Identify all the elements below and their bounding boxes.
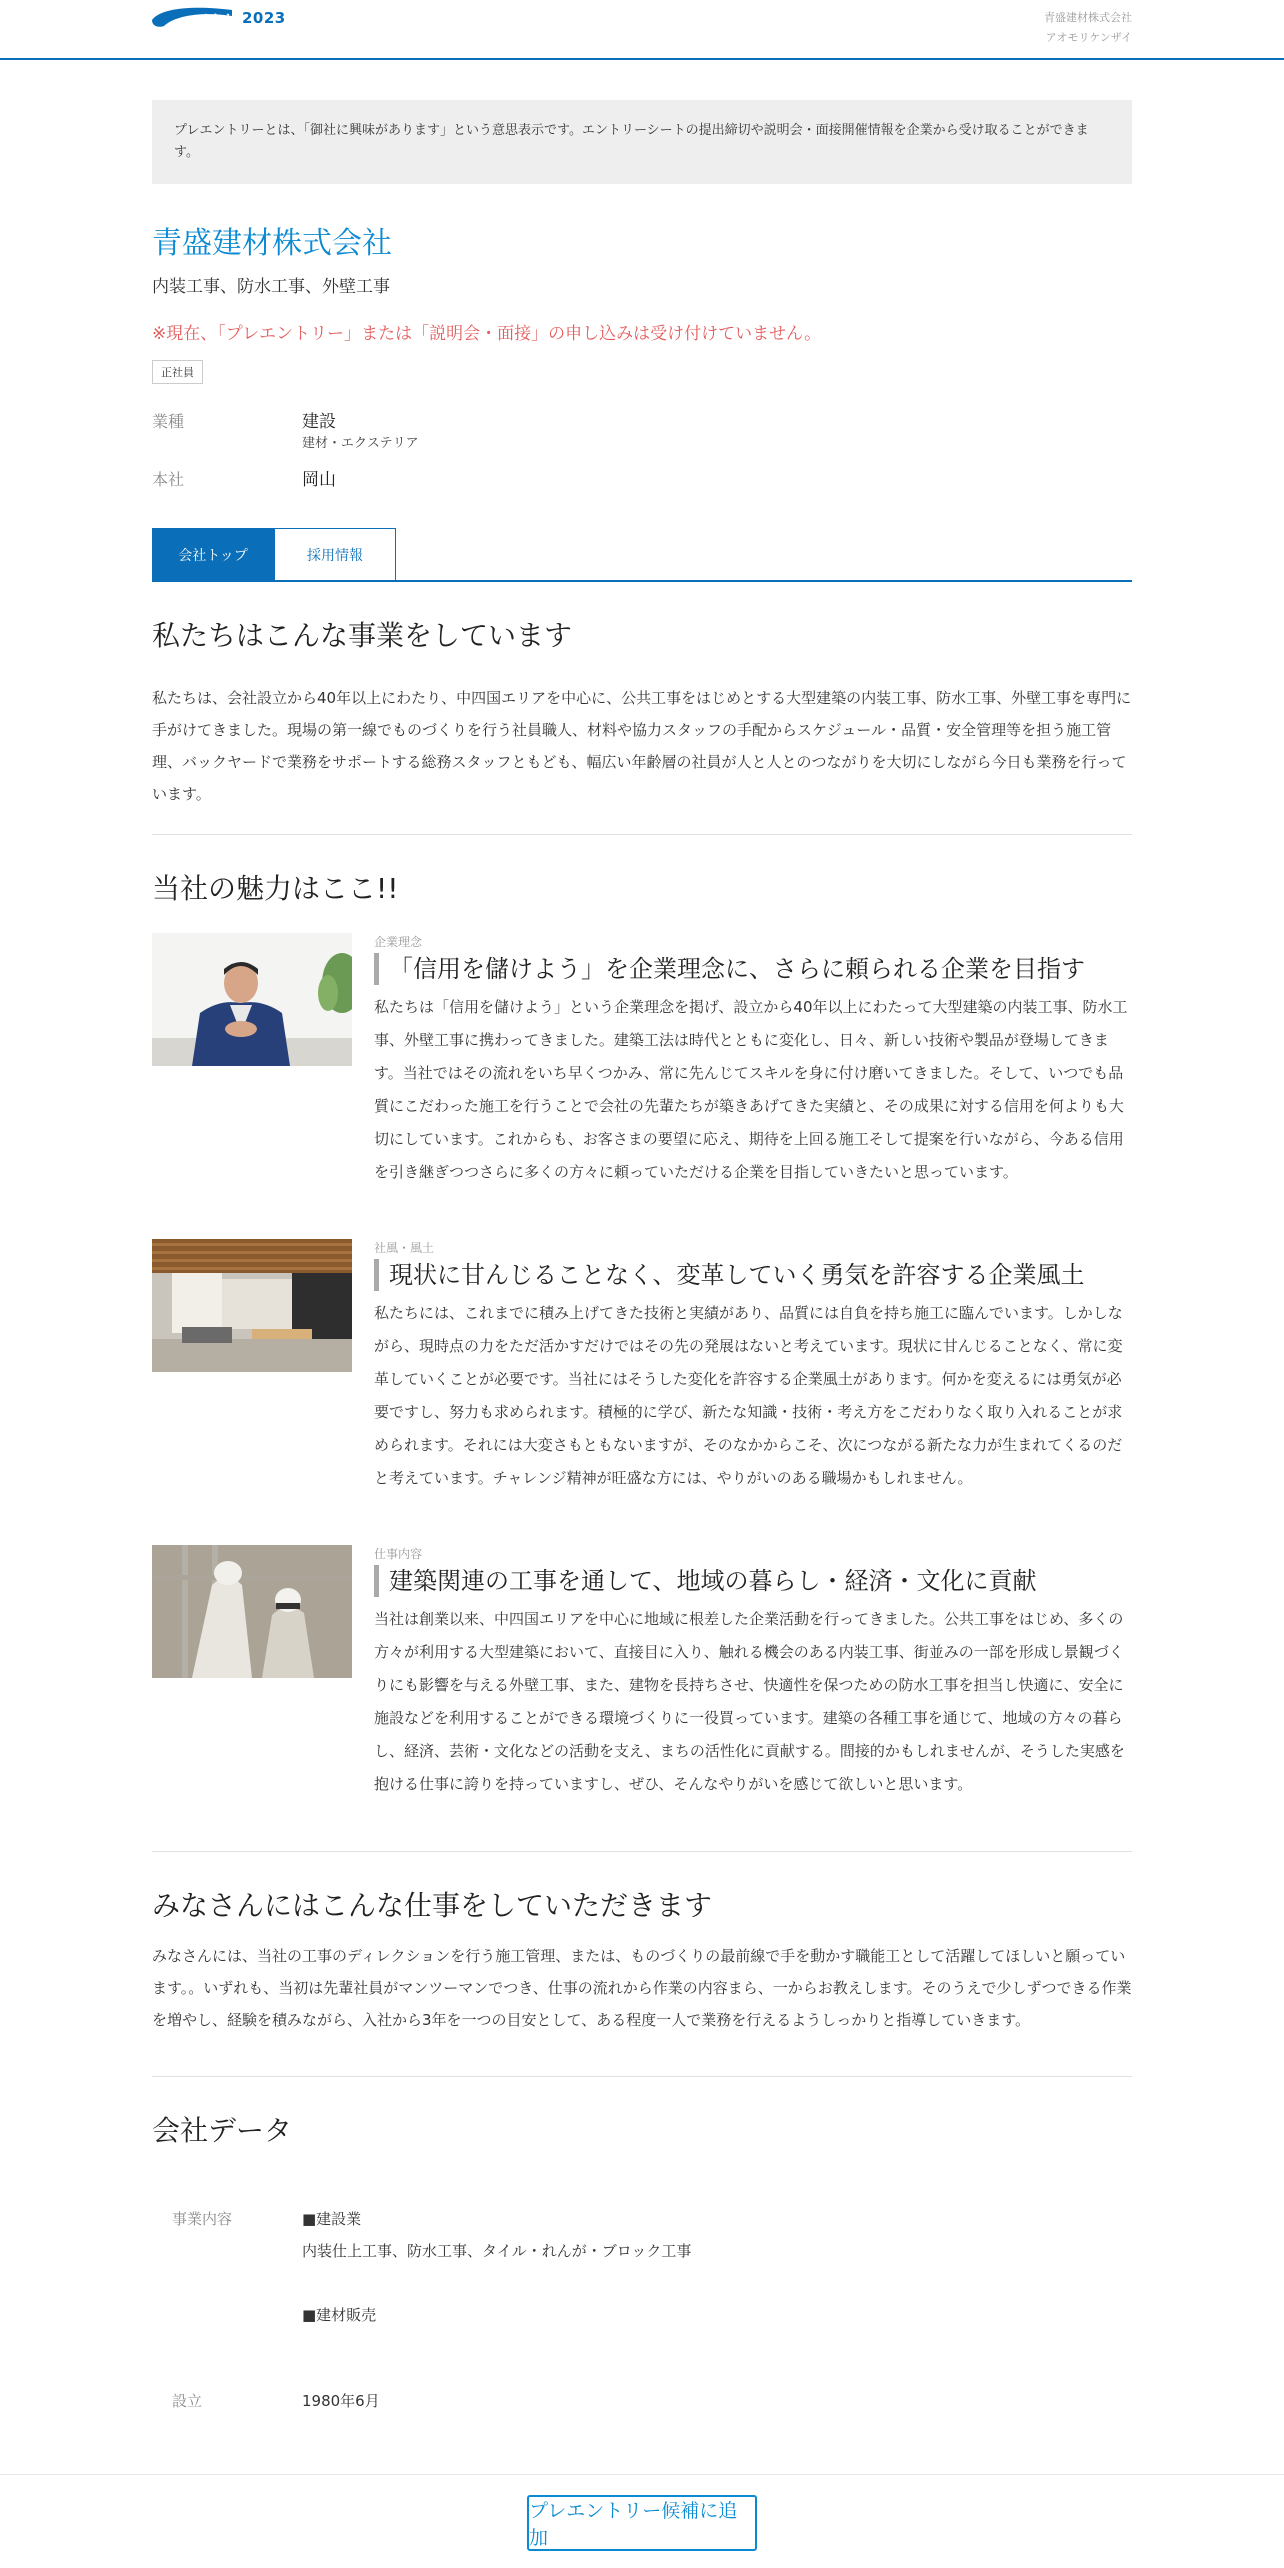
business-text: 私たちは、会社設立から40年以上にわたり、中四国エリアを中心に、公共工事をはじめとする大型建築の内装工事、防水工事、外壁工事を専門に手がけてきました。現場の第一線でものづくりを行う社員職人、材料や協力スタッフの手配からスケジュール・品質・安全管理等を担う施工管理、バックヤードで業務をサポートする総務スタッフともども、幅広い年齢層の社員が人と人とのつながりを大切にしながら今日も業務を行っています。	[152, 689, 1132, 803]
business-line-1: ■建設業	[302, 2210, 362, 2228]
industry-sub: 建材・エクステリア	[302, 436, 419, 451]
divider	[152, 834, 1132, 835]
appeal-photo-construction	[152, 1545, 352, 1678]
tab-recruit-info[interactable]: 採用情報	[274, 528, 396, 580]
site-header	[0, 0, 1284, 60]
divider	[152, 2076, 1132, 2077]
svg-text:リクナビ: リクナビ	[196, 12, 244, 26]
work-text: みなさんには、当社の工事のディレクションを行う施工管理、または、ものづくりの最前線で手を動かす職能工として活躍してほしいと願っています。。いずれも、当初は先輩社員がマンツーマンでつき、仕事の流れから作業の内容まら、一からお教えします。そのうえで少しずつできる作業を増やし、経験を積みながら、入社から3年を一つの目安として、ある程度一人で業務を行えるようしっかりと指導していきます。	[152, 1947, 1132, 2029]
rikunabi-logo[interactable]	[152, 6, 286, 30]
logo-year: 2023	[242, 9, 286, 27]
appeal-category: 企業理念	[374, 935, 423, 949]
business-line-2: 内装仕上工事、防水工事、タイル・れんが・ブロック工事	[302, 2242, 692, 2260]
appeal-title: 「信用を儲けよう」を企業理念に、さらに頼られる企業を目指す	[374, 953, 1132, 985]
appeal-photo-president	[152, 933, 352, 1066]
appeal-category: 仕事内容	[374, 1547, 423, 1561]
business-heading: 私たちはこんな事業をしています	[152, 619, 573, 652]
work-heading: みなさんにはこんな仕事をしていただきます	[152, 1889, 713, 1922]
appeal-text: 私たちは「信用を儲けよう」という企業理念を掲げ、設立から40年以上にわたって大型建築の内装工事、防水工事、外壁工事に携わってきました。建築工法は時代とともに変化し、日々、新しい技術や製品が登場してきます。当社ではその流れをいち早くつかみ、常に先んじてスキルを身に付け磨いてきました。そして、いつでも品質にこだわった施工を行うことで会社の先輩たちが築きあげてきた実績と、その成果に対する信用を何よりも大切にしています。これからも、お客さまの要望に応え、期待を上回る施工そして提案を行いながら、今ある信用を引き継ぎつつさらに多くの方々に頼っていただける企業を目指していきたいと思っています。	[374, 998, 1128, 1181]
appeal-text: 当社は創業以来、中四国エリアを中心に地域に根差した企業活動を行ってきました。公共工事をはじめ、多くの方々が利用する大型建築において、直接目に入り、触れる機会のある内装工事、街並みの一部を形成し景観づくりにも影響を与える外壁工事、また、建物を長持ちさせ、快適性を保つための防水工事を担当し快適に、安全に施設などを利用することができる環境づくりに一役買っています。建築の各種工事を通じて、地域の方々の暮らし、経済、芸術・文化などの活動を支え、まちの活性化に貢献する。間接的かもしれませんが、そうした実感を抱ける仕事に誇りを持っていますし、ぜひ、そんなやりがいを感じて欲しいと思います。	[374, 1610, 1125, 1793]
appeal-category: 社風・風土	[374, 1241, 435, 1255]
info-row-hq	[152, 468, 1132, 492]
industry-label: 業種	[152, 412, 185, 431]
data-row-business	[152, 2203, 1132, 2331]
founded-label: 設立	[172, 2392, 203, 2410]
header-company-kana: アオモリケンザイ	[1045, 31, 1132, 44]
tab-company-top[interactable]: 会社トップ	[152, 528, 274, 580]
appeal-item	[152, 1239, 1132, 1495]
appeal-title: 現状に甘んじることなく、変革していく勇気を許容する企業風土	[374, 1259, 1132, 1291]
appeal-title: 建築関連の工事を通して、地域の暮らし・経済・文化に貢献	[374, 1565, 1132, 1597]
founded-value: 1980年6月	[302, 2392, 380, 2410]
business-line-3: ■建材販売	[302, 2306, 377, 2324]
appeal-text: 私たちには、これまでに積み上げてきた技術と実績があり、品質には自負を持ち施工に臨んでいます。しかしながら、現時点の力をただ活かすだけではその先の発展はないと考えています。現状に甘んじることなく、常に変革していくことが必要です。当社にはそうした変化を許容する企業風土があります。何かを変えるには勇気が必要ですし、努力も求められます。積極的に学び、新たな知識・技術・考え方をこだわりなく取り入れることが求められます。それには大変さもともないますが、そのなかからこそ、次につながる新たな力が生まれてくるのだと考えています。チャレンジ精神が旺盛な方には、やりがいのある職場かもしれません。	[374, 1304, 1123, 1487]
employment-type-badge: 正社員	[152, 360, 203, 384]
business-label: 事業内容	[172, 2210, 233, 2228]
company-info	[152, 410, 1132, 492]
industry-value: 建設	[302, 412, 336, 432]
company-data-heading: 会社データ	[152, 2114, 293, 2147]
entry-closed-notice: ※現在、「プレエントリー」または「説明会・面接」の申し込みは受け付けていません。	[152, 324, 822, 344]
info-row-industry	[152, 410, 1132, 454]
main-content	[152, 100, 1132, 2417]
divider	[152, 1851, 1132, 1852]
hq-label: 本社	[152, 470, 185, 489]
company-name: 青盛建材株式会社	[152, 226, 392, 261]
data-row-founded	[152, 2385, 1132, 2417]
company-tags: 内装工事、防水工事、外壁工事	[152, 277, 390, 297]
company-tabs	[152, 528, 1132, 582]
add-pre-entry-button[interactable]: プレエントリー候補に追加	[527, 2495, 757, 2551]
header-company-name	[1044, 8, 1132, 48]
pre-entry-notice: プレエントリーとは、「御社に興味があります」という意思表示です。エントリーシートの提出締切や説明会・面接開催情報を企業から受け取ることができます。	[152, 100, 1132, 184]
appeal-item	[152, 933, 1132, 1189]
appeal-photo-office	[152, 1239, 352, 1372]
floating-entry-bar	[0, 2474, 1284, 2568]
appeal-heading: 当社の魅力はここ!!	[152, 872, 399, 905]
appeal-item	[152, 1545, 1132, 1801]
hq-value: 岡山	[302, 470, 336, 490]
header-company-name-text: 青盛建材株式会社	[1044, 11, 1132, 24]
